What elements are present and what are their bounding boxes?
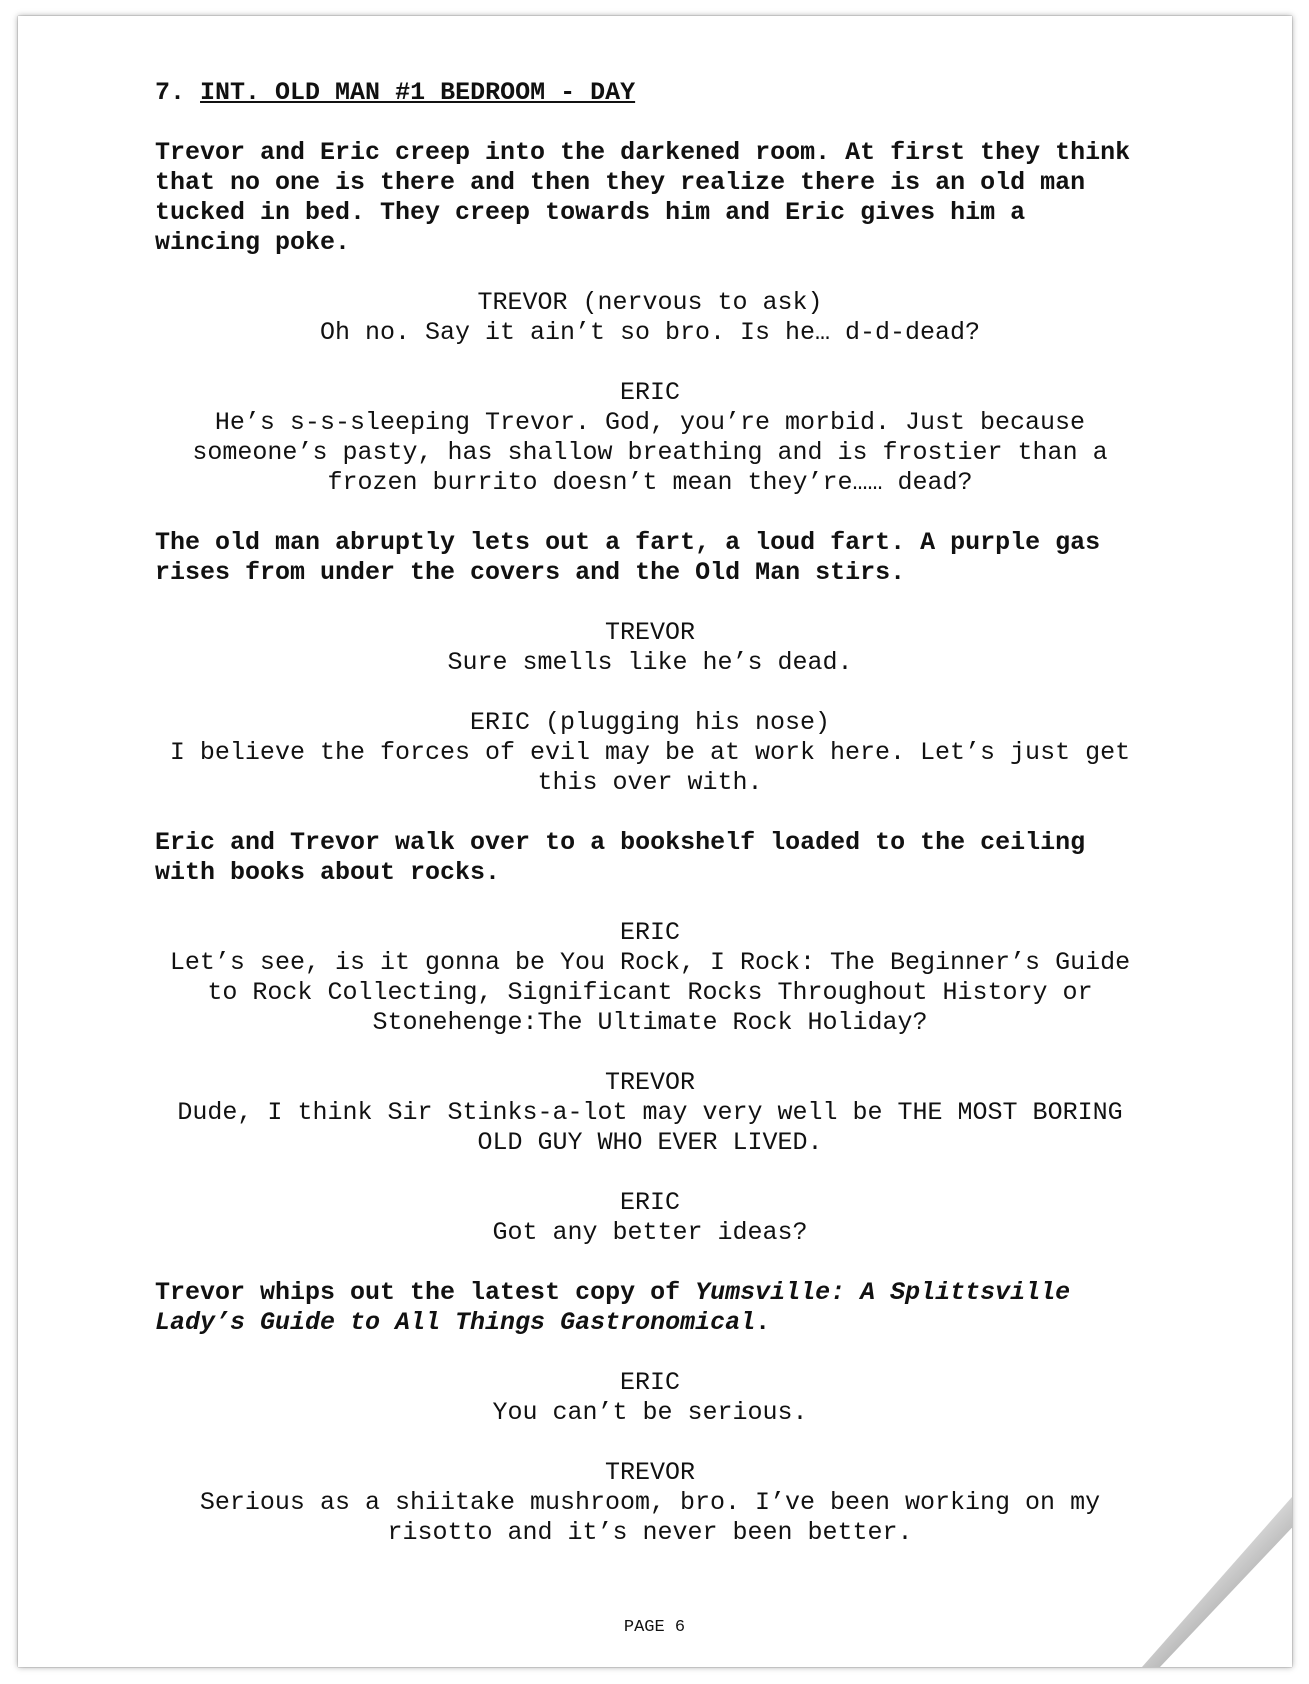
action-paragraph: The old man abruptly lets out a fart, a loud fart. A purple gas rises from under the covers and the Old Man stirs. xyxy=(155,528,1101,587)
dialogue-line: Sure smells like he’s dead. xyxy=(447,648,853,677)
scene-number: 7. xyxy=(155,78,186,107)
action-paragraph: Eric and Trevor walk over to a bookshelf loaded to the ceiling with books about rocks. xyxy=(155,828,1086,887)
dialogue-block xyxy=(155,1368,1145,1428)
dialogue-line: Let’s see, is it gonna be You Rock, I Rock: The Beginner’s Guide to Rock Collecting, Significant Rocks Throughout History or Stonehenge:The Ultimate Rock Holiday? xyxy=(169,948,1131,1037)
scene-title: INT. OLD MAN #1 BEDROOM - DAY xyxy=(200,78,636,107)
dialogue-line: Oh no. Say it ain’t so bro. Is he… d-d-dead? xyxy=(319,318,981,347)
action-text: Trevor whips out the latest copy of xyxy=(155,1278,696,1307)
character-name: TREVOR (nervous to ask) xyxy=(477,288,823,317)
action-paragraph: Trevor and Eric creep into the darkened room. At first they think that no one is there and then they realize there is an old man tucked in bed. They creep towards him and Eric gives him a wincing poke. xyxy=(155,138,1131,257)
character-name: TREVOR xyxy=(604,1068,695,1097)
screenplay-body xyxy=(155,78,1145,1578)
character-name: TREVOR xyxy=(604,618,695,647)
character-name: ERIC xyxy=(619,1368,680,1397)
dialogue-block xyxy=(155,708,1145,798)
dialogue-line: Serious as a shiitake mushroom, bro. I’ve been working on my risotto and it’s never been better. xyxy=(199,1488,1101,1547)
dialogue-line: Dude, I think Sir Stinks-a-lot may very well be THE MOST BORING OLD GUY WHO EVER LIVED. xyxy=(177,1098,1123,1157)
action-paragraph xyxy=(155,1278,1145,1338)
dialogue-line: Got any better ideas? xyxy=(492,1218,808,1247)
character-name: ERIC (plugging his nose) xyxy=(469,708,831,737)
dialogue-block xyxy=(155,1068,1145,1158)
dialogue-block xyxy=(155,378,1145,498)
character-name: TREVOR xyxy=(604,1458,695,1487)
page-number: PAGE 6 xyxy=(623,1618,686,1637)
action-text-end: . xyxy=(755,1308,771,1337)
dialogue-block xyxy=(155,918,1145,1038)
character-name: ERIC xyxy=(619,378,680,407)
character-name: ERIC xyxy=(619,918,680,947)
dialogue-block xyxy=(155,618,1145,678)
dialogue-block xyxy=(155,288,1145,348)
magazine-title: Yumsville: A Splittsville Lady’s Guide to All Things Gastronomical xyxy=(155,1278,1071,1337)
dialogue-block xyxy=(155,1458,1145,1548)
dialogue-line: He’s s-s-sleeping Trevor. God, you’re morbid. Just because someone’s pasty, has shallow breathing and is frostier than a frozen burrito doesn’t mean they’re…… dead? xyxy=(192,408,1108,497)
character-name: ERIC xyxy=(619,1188,680,1217)
dialogue-line: I believe the forces of evil may be at work here. Let’s just get this over with. xyxy=(169,738,1131,797)
dialogue-line: You can’t be serious. xyxy=(492,1398,808,1427)
scene-heading xyxy=(155,78,1145,108)
dialogue-block xyxy=(155,1188,1145,1248)
